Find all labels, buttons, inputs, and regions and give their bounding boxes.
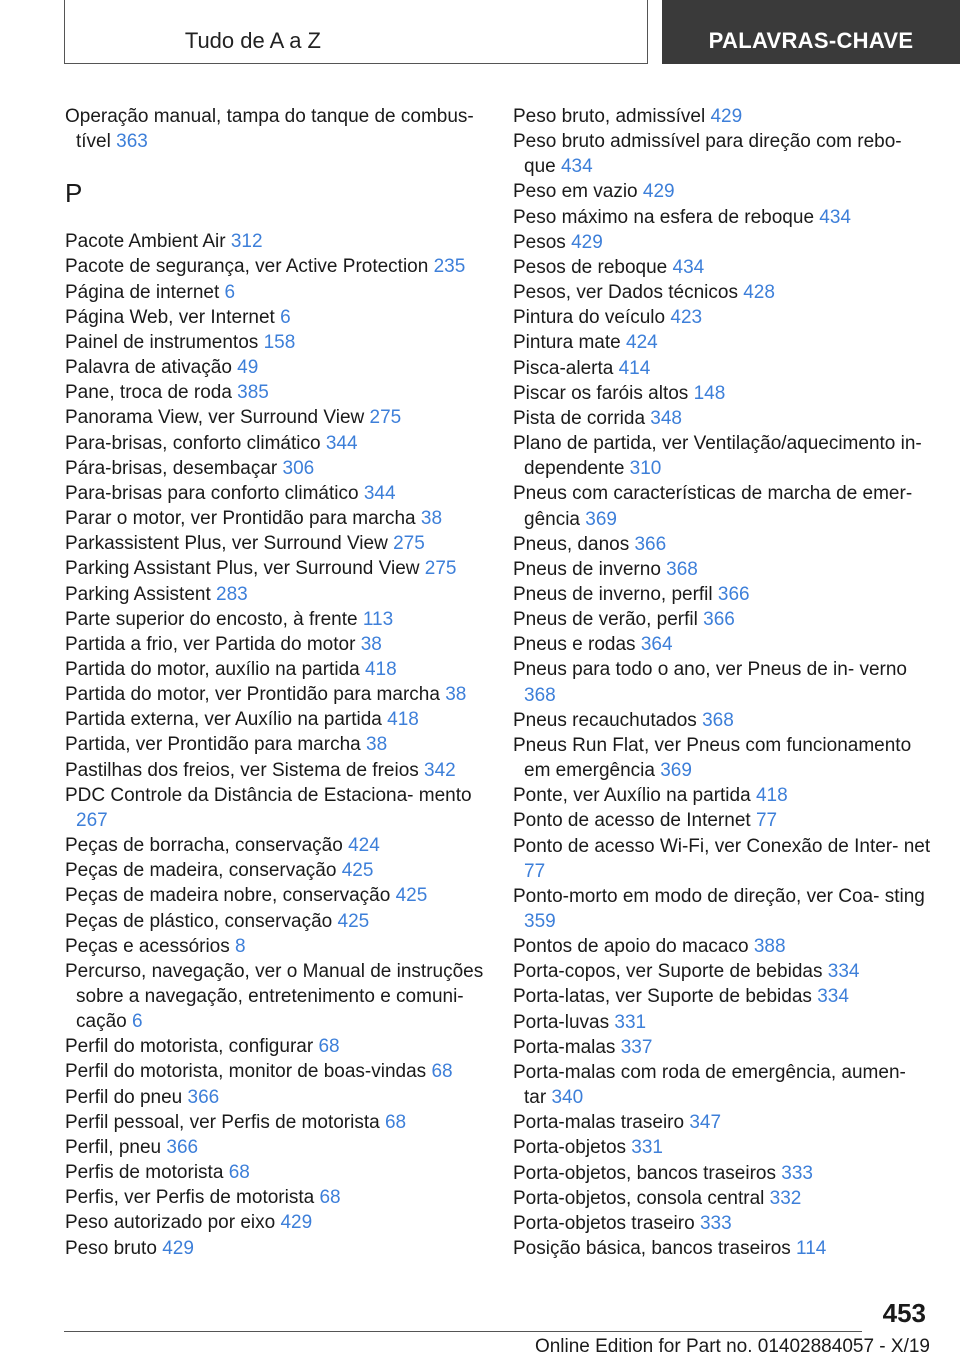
entry-page-link[interactable]: 6 bbox=[131, 1011, 143, 1033]
entry-term: Pontos de apoio do macaco bbox=[513, 936, 749, 958]
entry-page-link[interactable]: 429 bbox=[710, 106, 743, 127]
entry-page-link[interactable]: 366 bbox=[703, 609, 735, 631]
entry-page-link[interactable]: 369 bbox=[660, 760, 692, 782]
index-entry bbox=[65, 1059, 485, 1084]
entry-page-link[interactable]: 425 bbox=[341, 860, 374, 882]
footer-edition: Online Edition for Part no. 01402884057 - X/19 bbox=[534, 1336, 930, 1357]
entry-term: Pneus recauchutados bbox=[513, 709, 697, 731]
entry-term: Piscar os faróis altos bbox=[513, 382, 689, 404]
index-entry bbox=[513, 808, 933, 833]
entry-term: Peso bruto admissível para direção com rebo‐ que bbox=[513, 131, 902, 178]
entry-page-link[interactable]: 388 bbox=[753, 936, 786, 958]
entry-term: Painel de instrumentos bbox=[65, 331, 259, 353]
entry-term: Operação manual, tampa do tanque de combus‐ tível bbox=[65, 106, 474, 153]
entry-page-link[interactable]: 368 bbox=[524, 684, 556, 706]
entry-page-link[interactable]: 312 bbox=[230, 231, 263, 253]
entry-term: Posição básica, bancos traseiros bbox=[513, 1238, 791, 1260]
index-entry bbox=[513, 1060, 933, 1110]
entry-page-link[interactable]: 77 bbox=[524, 860, 546, 882]
index-entry bbox=[65, 355, 485, 380]
entry-term: Página de internet bbox=[65, 281, 220, 303]
index-entry bbox=[513, 632, 933, 657]
entry-page-link[interactable]: 418 bbox=[364, 658, 397, 680]
entry-page-link[interactable]: 348 bbox=[650, 407, 682, 429]
entry-term: Porta-malas com roda de emergência, aumen‐ tar bbox=[513, 1061, 906, 1109]
entry-term: Pneus para todo o ano, ver Pneus de in‐ verno bbox=[513, 659, 907, 681]
entry-page-link[interactable]: 77 bbox=[755, 810, 778, 832]
entry-term: Pintura mate bbox=[513, 332, 621, 354]
index-entry bbox=[65, 254, 485, 279]
index-entry bbox=[513, 481, 933, 531]
index-entry bbox=[65, 732, 485, 757]
index-entry bbox=[513, 834, 933, 884]
entry-term: Pastilhas dos freios, ver Sistema de freios bbox=[65, 759, 419, 781]
entry-term: Pneus de verão, perfil bbox=[513, 609, 698, 631]
entry-page-link[interactable]: 158 bbox=[263, 331, 296, 353]
entry-page-link[interactable]: 6 bbox=[224, 281, 236, 303]
index-entry bbox=[513, 607, 933, 632]
entry-page-link[interactable]: 68 bbox=[384, 1111, 407, 1133]
header-frame bbox=[64, 0, 648, 64]
index-entry bbox=[65, 833, 485, 858]
index-entry bbox=[65, 858, 485, 883]
entry-term: Porta-latas, ver Suporte de bebidas bbox=[513, 986, 812, 1008]
entry-term: Partida do motor, auxílio na partida bbox=[65, 658, 360, 680]
index-entry bbox=[513, 104, 933, 129]
index-entry bbox=[513, 356, 933, 381]
entry-term: Pneus de inverno bbox=[513, 558, 661, 580]
entry-page-link[interactable]: 429 bbox=[571, 231, 603, 253]
entry-term: Perfil do pneu bbox=[65, 1086, 183, 1108]
entry-page-link[interactable]: 366 bbox=[717, 583, 750, 605]
entry-page-link[interactable]: 385 bbox=[237, 382, 269, 404]
entry-page-link[interactable]: 68 bbox=[228, 1162, 250, 1184]
entry-term: Perfis de motorista bbox=[65, 1162, 224, 1184]
entry-page-link[interactable]: 38 bbox=[445, 684, 467, 706]
entry-page-link[interactable]: 428 bbox=[743, 282, 775, 304]
entry-page-link[interactable]: 363 bbox=[116, 131, 148, 153]
entry-page-link[interactable]: 310 bbox=[629, 458, 662, 480]
index-entry bbox=[513, 179, 933, 204]
section-title: Tudo de A a Z bbox=[184, 28, 321, 53]
entry-page-link[interactable]: 429 bbox=[162, 1237, 194, 1259]
entry-term: Ponto de acesso de Internet bbox=[513, 810, 751, 832]
entry-page-link[interactable]: 347 bbox=[689, 1112, 722, 1134]
index-entry bbox=[65, 481, 485, 506]
index-entry bbox=[65, 104, 485, 154]
index-entry bbox=[65, 607, 485, 632]
index-entry bbox=[65, 330, 485, 355]
index-entry bbox=[65, 456, 485, 481]
entry-term: Peso máximo na esfera de reboque bbox=[513, 206, 815, 228]
index-entry bbox=[65, 280, 485, 305]
index-entry bbox=[513, 1135, 933, 1160]
entry-term: Pára-brisas, desembaçar bbox=[65, 457, 278, 479]
entry-term: Porta-objetos, consola central bbox=[513, 1187, 765, 1209]
entry-page-link[interactable]: 235 bbox=[433, 256, 466, 278]
index-entry bbox=[513, 1186, 933, 1211]
entry-page-link[interactable]: 114 bbox=[796, 1238, 827, 1260]
index-entry bbox=[513, 884, 933, 934]
entry-term: Pista de corrida bbox=[513, 407, 646, 429]
index-entry bbox=[513, 783, 933, 808]
entry-page-link[interactable]: 364 bbox=[640, 634, 673, 656]
entry-term: Porta-luvas bbox=[513, 1011, 610, 1033]
index-entry bbox=[65, 506, 485, 531]
index-entry bbox=[513, 305, 933, 330]
entry-page-link[interactable]: 342 bbox=[424, 759, 456, 781]
entry-term: Parte superior do encosto, à frente bbox=[65, 608, 358, 630]
entry-term: Pneus e rodas bbox=[513, 634, 636, 656]
entry-term: Perfil, pneu bbox=[65, 1136, 162, 1158]
index-entry bbox=[65, 1160, 485, 1185]
entry-page-link[interactable]: 267 bbox=[76, 809, 108, 831]
entry-page-link[interactable]: 369 bbox=[585, 508, 617, 530]
entry-page-link[interactable]: 344 bbox=[363, 482, 396, 504]
index-entry bbox=[513, 733, 933, 783]
index-entry bbox=[513, 582, 933, 607]
entry-page-link[interactable]: 366 bbox=[166, 1136, 199, 1158]
entry-term: Pacote Ambient Air bbox=[65, 231, 226, 253]
entry-page-link[interactable]: 359 bbox=[524, 911, 556, 932]
entry-term: Panorama View, ver Surround View bbox=[65, 407, 365, 429]
index-entry bbox=[65, 431, 485, 456]
entry-term: Perfil do motorista, configurar bbox=[65, 1036, 314, 1058]
entry-term: Porta-copos, ver Suporte de bebidas bbox=[513, 961, 823, 983]
index-entry bbox=[65, 582, 485, 607]
index-entry bbox=[513, 330, 933, 355]
entry-page-link[interactable]: 332 bbox=[769, 1187, 802, 1209]
entry-term: Peso bruto, admissível bbox=[513, 106, 706, 127]
index-entry bbox=[513, 959, 933, 984]
entry-page-link[interactable]: 113 bbox=[362, 608, 394, 630]
index-entry bbox=[513, 431, 933, 481]
entry-page-link[interactable]: 283 bbox=[216, 583, 248, 605]
entry-term: Partida, ver Prontidão para marcha bbox=[65, 734, 361, 756]
entry-page-link[interactable]: 366 bbox=[634, 533, 667, 555]
entry-term: Parkassistent Plus, ver Surround View bbox=[65, 533, 388, 555]
entry-term: Pesos de reboque bbox=[513, 256, 668, 278]
index-entry bbox=[513, 657, 933, 707]
entry-term: Partida a frio, ver Partida do motor bbox=[65, 633, 356, 655]
entry-term: Peças e acessórios bbox=[65, 935, 230, 957]
entry-term: Percurso, navegação, ver o Manual de instruções sobre a navegação, entretenimento e comuni‐ cação bbox=[65, 960, 484, 1033]
index-entry bbox=[65, 1034, 485, 1059]
index-entry bbox=[513, 1211, 933, 1236]
index-entry bbox=[65, 883, 485, 908]
index-entry bbox=[65, 531, 485, 556]
entry-page-link[interactable]: 334 bbox=[827, 961, 860, 983]
index-entry bbox=[513, 205, 933, 230]
entry-page-link[interactable]: 429 bbox=[642, 181, 675, 203]
chapter-tab: PALAVRAS-CHAVE bbox=[662, 0, 960, 64]
entry-term: Peças de plástico, conservação bbox=[65, 910, 333, 932]
index-entry bbox=[65, 682, 485, 707]
index-entry bbox=[513, 708, 933, 733]
index-entry bbox=[513, 1035, 933, 1060]
entry-page-link[interactable]: 368 bbox=[666, 558, 698, 580]
index-entry bbox=[513, 934, 933, 959]
entry-term: Porta-objetos traseiro bbox=[513, 1212, 695, 1234]
index-entry bbox=[513, 280, 933, 305]
entry-page-link[interactable]: 340 bbox=[551, 1087, 584, 1109]
entry-term: Pesos, ver Dados técnicos bbox=[513, 282, 738, 304]
index-entry bbox=[513, 532, 933, 557]
entry-term: Peças de borracha, conservação bbox=[65, 835, 343, 857]
index-column-right bbox=[513, 104, 933, 1261]
entry-term: Pisca-alerta bbox=[513, 357, 614, 379]
entry-term: Parking Assistent bbox=[65, 583, 211, 605]
index-entry bbox=[513, 406, 933, 431]
index-entry bbox=[65, 1210, 485, 1235]
index-entry bbox=[65, 632, 485, 657]
entry-term: Pneus, danos bbox=[513, 533, 630, 555]
entry-page-link[interactable]: 38 bbox=[366, 734, 388, 756]
index-entry bbox=[65, 758, 485, 783]
entry-page-link[interactable]: 68 bbox=[318, 1036, 340, 1058]
index-entry bbox=[65, 657, 485, 682]
index-entry bbox=[65, 909, 485, 934]
entry-term: Pacote de segurança, ver Active Protection bbox=[65, 256, 429, 278]
entry-term: Pintura do veículo bbox=[513, 307, 666, 329]
entry-term: Para-brisas, conforto climático bbox=[65, 432, 321, 454]
index-entry bbox=[65, 405, 485, 430]
entry-page-link[interactable]: 68 bbox=[319, 1187, 341, 1209]
entry-term: Peso em vazio bbox=[513, 181, 638, 203]
index-entry bbox=[513, 230, 933, 255]
entry-term: Pneus com características de marcha de emer‐ gência bbox=[513, 483, 913, 530]
entry-term: Página Web, ver Internet bbox=[65, 306, 275, 328]
entry-page-link[interactable]: 366 bbox=[187, 1086, 220, 1108]
entry-page-link[interactable]: 425 bbox=[395, 885, 428, 907]
entry-term: Peso bruto bbox=[65, 1237, 157, 1259]
entry-term: Parking Assistant Plus, ver Surround View bbox=[65, 558, 420, 580]
entry-term: Perfil pessoal, ver Perfis de motorista bbox=[65, 1111, 380, 1133]
entry-term: Porta-malas bbox=[513, 1036, 616, 1058]
entry-page-link[interactable]: 434 bbox=[672, 256, 705, 278]
entry-page-link[interactable]: 337 bbox=[620, 1036, 653, 1058]
entry-page-link[interactable]: 8 bbox=[235, 935, 246, 957]
index-entry bbox=[65, 707, 485, 732]
index-entry bbox=[65, 783, 485, 833]
entry-page-link[interactable]: 434 bbox=[819, 206, 851, 228]
entry-term: Pneus Run Flat, ver Pneus com funcionamento em emergência bbox=[513, 734, 912, 782]
entry-page-link[interactable]: 333 bbox=[781, 1162, 813, 1184]
index-entry bbox=[65, 1085, 485, 1110]
entry-term: Parar o motor, ver Prontidão para marcha bbox=[65, 508, 416, 530]
entry-term: Peças de madeira, conservação bbox=[65, 860, 337, 882]
entry-page-link[interactable]: 275 bbox=[424, 558, 457, 580]
entry-term: Porta-objetos bbox=[513, 1137, 627, 1159]
index-entry bbox=[65, 1110, 485, 1135]
entry-page-link[interactable]: 418 bbox=[755, 785, 788, 807]
entry-page-link[interactable]: 423 bbox=[670, 307, 703, 329]
entry-page-link[interactable]: 38 bbox=[420, 508, 443, 530]
entry-page-link[interactable]: 334 bbox=[817, 986, 849, 1008]
index-entry bbox=[65, 380, 485, 405]
footer-divider bbox=[64, 1331, 862, 1332]
entry-page-link[interactable]: 418 bbox=[387, 709, 419, 731]
index-entry bbox=[513, 1236, 933, 1261]
entry-page-link[interactable]: 148 bbox=[693, 382, 726, 404]
entry-term: Pane, troca de roda bbox=[65, 382, 232, 404]
entry-term: Ponte, ver Auxílio na partida bbox=[513, 785, 751, 807]
entry-page-link[interactable]: 49 bbox=[237, 357, 259, 379]
entry-page-link[interactable]: 425 bbox=[337, 910, 370, 932]
entry-term: Peso autorizado por eixo bbox=[65, 1212, 276, 1234]
entry-page-link[interactable]: 38 bbox=[360, 633, 382, 655]
entry-term: Perfil do motorista, monitor de boas-vindas bbox=[65, 1061, 427, 1083]
entry-page-link[interactable]: 275 bbox=[393, 533, 425, 555]
entry-term: Partida do motor, ver Prontidão para marcha bbox=[65, 684, 440, 706]
entry-page-link[interactable]: 333 bbox=[699, 1212, 732, 1234]
index-entry bbox=[513, 255, 933, 280]
entry-term: Para-brisas para conforto climático bbox=[65, 482, 359, 504]
index-entry bbox=[513, 984, 933, 1009]
page-number: 453 bbox=[882, 1298, 926, 1328]
entry-term: Porta-objetos, bancos traseiros bbox=[513, 1162, 776, 1184]
index-entry bbox=[65, 1185, 485, 1210]
entry-page-link[interactable]: 344 bbox=[325, 432, 358, 454]
index-entry bbox=[513, 129, 933, 179]
entry-page-link[interactable]: 424 bbox=[348, 835, 380, 857]
entry-term: Perfis, ver Perfis de motorista bbox=[65, 1187, 315, 1209]
entry-page-link[interactable]: 434 bbox=[560, 156, 593, 178]
entry-term: Peças de madeira nobre, conservação bbox=[65, 885, 391, 907]
entry-page-link[interactable]: 275 bbox=[369, 407, 402, 429]
entry-page-link[interactable]: 429 bbox=[280, 1212, 313, 1234]
entry-page-link[interactable]: 331 bbox=[614, 1011, 647, 1033]
entry-term: Ponto de acesso Wi-Fi, ver Conexão de Inter‐ net bbox=[513, 835, 931, 857]
entry-page-link[interactable]: 68 bbox=[431, 1061, 453, 1083]
index-column-left bbox=[65, 104, 485, 1261]
entry-page-link[interactable]: 331 bbox=[631, 1137, 663, 1159]
entry-page-link[interactable]: 6 bbox=[280, 306, 291, 328]
entry-page-link[interactable]: 414 bbox=[618, 357, 651, 379]
index-entry bbox=[65, 1135, 485, 1160]
index-entry bbox=[513, 1010, 933, 1035]
entry-term: Plano de partida, ver Ventilação/aquecimento in‐ dependente bbox=[513, 433, 922, 480]
entry-term: Ponto-morto em modo de direção, ver Coa‐ sting bbox=[513, 885, 925, 907]
index-entry bbox=[513, 557, 933, 582]
index-entry bbox=[65, 556, 485, 581]
index-entry bbox=[65, 1236, 485, 1261]
entry-term: Porta-malas traseiro bbox=[513, 1112, 685, 1134]
index-entry bbox=[513, 1161, 933, 1186]
entry-term: Partida externa, ver Auxílio na partida bbox=[65, 709, 382, 731]
index-letter-heading: P bbox=[65, 178, 83, 209]
index-entry bbox=[65, 934, 485, 959]
entry-term: Pneus de inverno, perfil bbox=[513, 583, 713, 605]
index-entry bbox=[513, 1110, 933, 1135]
entry-page-link[interactable]: 368 bbox=[702, 709, 734, 731]
entry-term: Pesos bbox=[513, 231, 566, 253]
entry-term: PDC Controle da Distância de Estaciona‐ mento bbox=[65, 784, 472, 806]
entry-page-link[interactable]: 306 bbox=[282, 457, 315, 479]
entry-term: Palavra de ativação bbox=[65, 357, 232, 379]
index-entry bbox=[65, 305, 485, 330]
index-entry bbox=[65, 229, 485, 254]
index-entry bbox=[65, 959, 485, 1034]
entry-page-link[interactable]: 424 bbox=[626, 332, 658, 354]
index-entry bbox=[513, 381, 933, 406]
